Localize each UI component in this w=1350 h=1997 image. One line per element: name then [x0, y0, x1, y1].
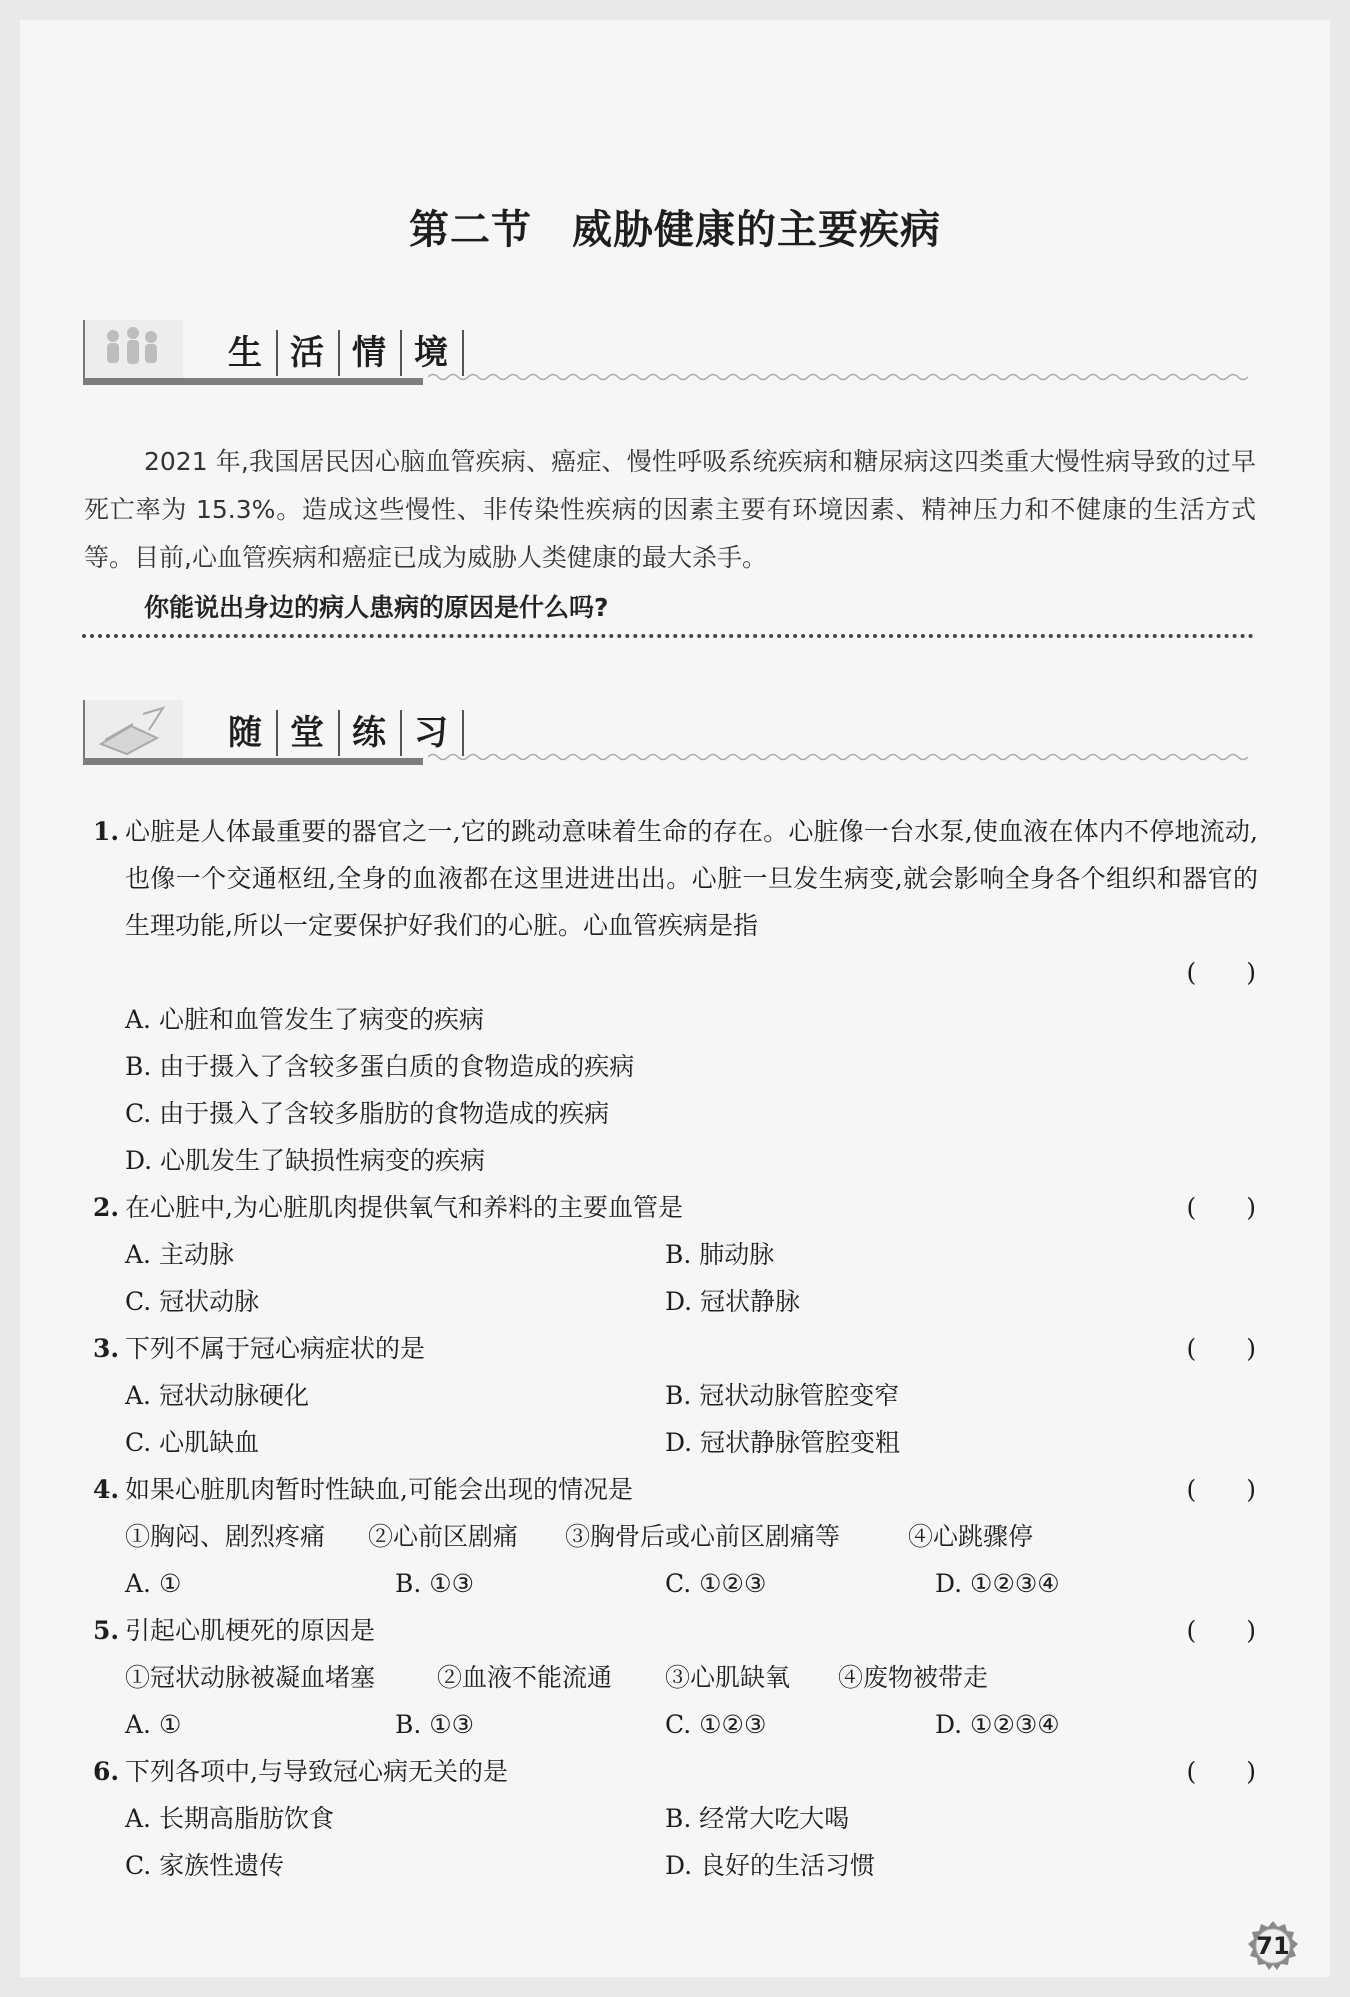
option-d[interactable]: D. ①②③④ [935, 1569, 1060, 1598]
statement-1: ①冠状动脉被凝血堵塞 [125, 1663, 376, 1692]
section-number: 第二节 [409, 206, 532, 253]
statement-1: ①胸闷、剧烈疼痛 [125, 1522, 326, 1551]
statement-2: ②心前区剧痛 [368, 1522, 519, 1551]
option-d[interactable]: D. 冠状静脉 [665, 1287, 801, 1316]
question-stem: 引起心肌梗死的原因是 [125, 1616, 376, 1645]
option-d[interactable]: D. 心肌发生了缺损性病变的疾病 [125, 1146, 486, 1175]
intro-question: 你能说出身边的病人患病的原因是什么吗? [144, 593, 609, 622]
section-name: 威胁健康的主要疾病 [572, 206, 941, 253]
section-header-life-context [83, 320, 1253, 400]
section-underline [83, 758, 423, 765]
statement-4: ④心跳骤停 [908, 1522, 1034, 1551]
question-stem: 在心脏中,为心脏肌肉提供氧气和养料的主要血管是 [125, 1193, 683, 1222]
option-b[interactable]: B. ①③ [395, 1710, 475, 1739]
answer-blank[interactable]: ( ) [1186, 1193, 1256, 1222]
option-b[interactable]: B. 冠状动脉管腔变窄 [665, 1381, 900, 1410]
page-number: 71 [1256, 1932, 1290, 1960]
question-stem: 如果心脏肌肉暂时性缺血,可能会出现的情况是 [125, 1475, 633, 1504]
statement-3: ③心肌缺氧 [665, 1663, 791, 1692]
question-stem: 下列各项中,与导致冠心病无关的是 [125, 1757, 508, 1786]
dotted-separator [82, 634, 1254, 638]
option-c[interactable]: C. 心肌缺血 [125, 1428, 260, 1457]
option-c[interactable]: C. 由于摄入了含较多脂肪的食物造成的疾病 [125, 1099, 610, 1128]
option-b[interactable]: B. 经常大吃大喝 [665, 1804, 850, 1833]
statement-2: ②血液不能流通 [437, 1663, 613, 1692]
answer-blank[interactable]: ( ) [1186, 958, 1256, 987]
page-title [20, 198, 1330, 255]
question-6: 6. 下列各项中,与导致冠心病无关的是 ( ) [93, 1748, 1258, 1795]
question-stem: 下列不属于冠心病症状的是 [125, 1334, 426, 1363]
option-d[interactable]: D. ①②③④ [935, 1710, 1060, 1739]
question-1: 1. 心脏是人体最重要的器官之一,它的跳动意味着生命的存在。心脏像一台水泵,使血液在体内不停地流动,也像一个交通枢纽,全身的血液都在这里进进出出。心脏一旦发生病变,就会影响全身各个组织和器官的生理功能,所以一定要保护好我们的心脏。心血管疾病是指 ( ) [93, 808, 1258, 949]
option-a[interactable]: A. 心脏和血管发生了病变的疾病 [125, 1005, 484, 1034]
option-c[interactable]: C. ①②③ [665, 1569, 767, 1598]
option-a[interactable]: A. 冠状动脉硬化 [125, 1381, 309, 1410]
statement-4: ④废物被带走 [838, 1663, 989, 1692]
answer-blank[interactable]: ( ) [1186, 1475, 1256, 1504]
question-stem: 心脏是人体最重要的器官之一,它的跳动意味着生命的存在。心脏像一台水泵,使血液在体内不停地流动,也像一个交通枢纽,全身的血液都在这里进进出出。心脏一旦发生病变,就会影响全身各个组织和器官的生理功能,所以一定要保护好我们的心脏。心血管疾病是指 [125, 817, 1258, 940]
option-b[interactable]: B. 由于摄入了含较多蛋白质的食物造成的疾病 [125, 1052, 635, 1081]
option-c[interactable]: C. 家族性遗传 [125, 1851, 285, 1880]
wavy-divider [428, 372, 1253, 382]
option-a[interactable]: A. 主动脉 [125, 1240, 234, 1269]
option-d[interactable]: D. 良好的生活习惯 [665, 1851, 876, 1880]
option-a[interactable]: A. ① [125, 1569, 182, 1598]
notebook-pen-icon [83, 700, 183, 760]
answer-blank[interactable]: ( ) [1186, 1757, 1256, 1786]
question-5: 5. 引起心肌梗死的原因是 ( ) [93, 1607, 1258, 1654]
option-a[interactable]: A. ① [125, 1710, 182, 1739]
option-b[interactable]: B. ①③ [395, 1569, 475, 1598]
answer-blank[interactable]: ( ) [1186, 1616, 1256, 1645]
section-heading: 随 堂 练 习 [216, 710, 464, 756]
section-underline [83, 378, 423, 385]
question-3: 3. 下列不属于冠心病症状的是 ( ) [93, 1325, 1258, 1372]
section-header-practice [83, 700, 1253, 780]
option-c[interactable]: C. ①②③ [665, 1710, 767, 1739]
intro-paragraph: 2021 年,我国居民因心脑血管疾病、癌症、慢性呼吸系统疾病和糖尿病这四类重大慢性病导致的过早死亡率为 15.3%。造成这些慢性、非传染性疾病的因素主要有环境因素、精神压力和不健康的生活方式等。目前,心血管疾病和癌症已成为威胁人类健康的最大杀手。 [84, 447, 1256, 572]
option-b[interactable]: B. 肺动脉 [665, 1240, 775, 1269]
people-icon [83, 320, 183, 380]
option-a[interactable]: A. 长期高脂肪饮食 [125, 1804, 334, 1833]
section-heading: 生 活 情 境 [216, 330, 464, 376]
statement-3: ③胸骨后或心前区剧痛等 [565, 1522, 841, 1551]
page-number-badge [1247, 1920, 1299, 1972]
question-4: 4. 如果心脏肌肉暂时性缺血,可能会出现的情况是 ( ) [93, 1466, 1258, 1513]
answer-blank[interactable]: ( ) [1186, 1334, 1256, 1363]
intro-block [84, 438, 1256, 632]
option-c[interactable]: C. 冠状动脉 [125, 1287, 260, 1316]
question-2: 2. 在心脏中,为心脏肌肉提供氧气和养料的主要血管是 ( ) [93, 1184, 1258, 1231]
wavy-divider [428, 752, 1253, 762]
option-d[interactable]: D. 冠状静脉管腔变粗 [665, 1428, 901, 1457]
page [20, 20, 1330, 1977]
